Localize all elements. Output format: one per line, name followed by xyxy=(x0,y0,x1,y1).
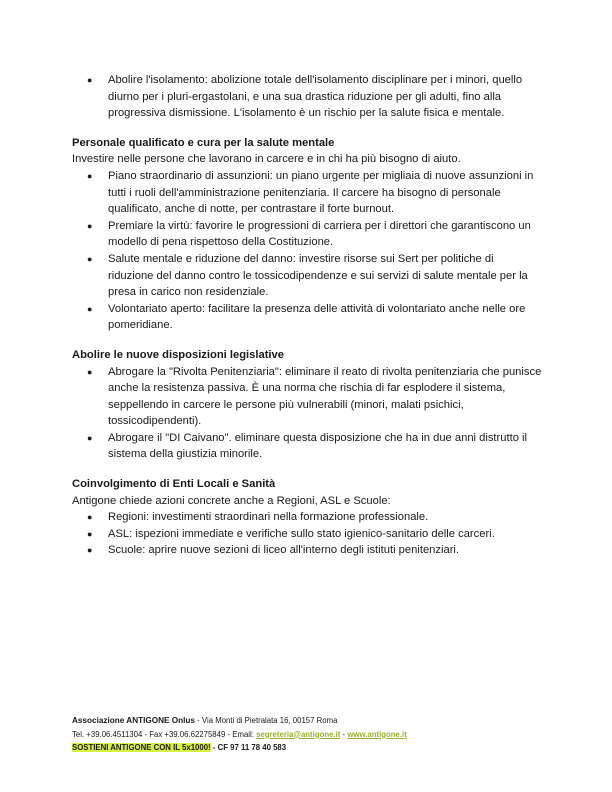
section-title: Personale qualificato e cura per la salute mentale xyxy=(72,136,335,149)
top-bullet-list xyxy=(72,72,542,122)
section-disposizioni xyxy=(72,347,542,463)
list-item: ● Volontariato aperto: facilitare la presenza delle attività di volontariato anche nelle ore pomeridiane. xyxy=(72,301,542,334)
email-link[interactable]: segreteria@antigone.it xyxy=(256,729,341,739)
list-item: ● Abrogare il "DI Caivano". eliminare questa disposizione che ha in due anni distrutto il sistema della giustizia minorile. xyxy=(72,430,542,463)
document-body xyxy=(72,72,542,559)
org-name: Associazione ANTIGONE Onlus xyxy=(72,716,195,725)
footer-support-line xyxy=(72,741,542,755)
list-item: ● Salute mentale e riduzione del danno: investire risorse sui Sert per politiche di riduzione del danno contro le tossicodipendenze e sui servizi di salute mentale per la presa in carico non residenziale. xyxy=(72,251,542,301)
org-address: - Via Monti di Pietralata 16, 00157 Roma xyxy=(194,716,338,725)
section-title: Coinvolgimento di Enti Locali e Sanità xyxy=(72,478,276,491)
contacts-text: Tel. +39.06.4511304 - Fax +39.06.62275849 - Email: xyxy=(72,729,257,739)
tax-code: - CF 97 11 78 40 583 xyxy=(210,743,287,753)
list-item: ● Piano straordinario di assunzioni: un piano urgente per migliaia di nuove assunzioni in tutti i ruoli dell'amministrazione penitenziaria. Il carcere ha bisogno di personale qualificato, anche di notte, per contrastare il forte burnout. xyxy=(72,168,542,218)
section-intro: Antigone chiede azioni concrete anche a Regioni, ASL e Scuole: xyxy=(72,494,391,507)
list-item: ● Premiare la virtù: favorire le progressioni di carriera per i direttori che garantiscono un modello di pena rispettoso della Costituzione. xyxy=(72,218,542,251)
section-title: Abolire le nuove disposizioni legislative xyxy=(72,348,284,361)
list-item: ● ASL: ispezioni immediate e verifiche sullo stato igienico-sanitario delle carceri. xyxy=(72,526,542,543)
support-banner: SOSTIENI ANTIGONE CON IL 5x1000! xyxy=(72,743,211,753)
page-footer xyxy=(72,714,542,755)
section-intro: Investire nelle persone che lavorano in carcere e in chi ha più bisogno di aiuto. xyxy=(72,153,461,166)
bullet-list xyxy=(72,168,542,334)
section-enti-locali xyxy=(72,476,542,559)
bullet-list xyxy=(72,364,542,464)
bullet-list xyxy=(72,509,542,559)
section-personale xyxy=(72,135,542,334)
list-item: ● Abolire l'isolamento: abolizione totale dell'isolamento disciplinare per i minori, quello diurno per i pluri-ergastolani, e una sua drastica riduzione per gli adulti, fino alla progressiva dismissione. L'isolamento è un rischio per la salute fisica e mentale. xyxy=(72,72,542,122)
list-item: ● Regioni: investimenti straordinari nella formazione professionale. xyxy=(72,509,542,526)
website-link[interactable]: www.antigone.it xyxy=(347,729,407,739)
list-item: ● Scuole: aprire nuove sezioni di liceo all'interno degli istituti penitenziari. xyxy=(72,542,542,559)
footer-contacts-line xyxy=(72,728,542,742)
footer-org-line xyxy=(72,714,542,728)
separator: - xyxy=(340,729,348,739)
list-item: ● Abrogare la "Rivolta Penitenziaria": eliminare il reato di rivolta penitenziaria che punisce anche la resistenza passiva. È una norma che rischia di far esplodere il sistema, seppellendo in carcere le persone più vulnerabili (minori, malati psichici, tossicodipendenti). xyxy=(72,364,542,430)
